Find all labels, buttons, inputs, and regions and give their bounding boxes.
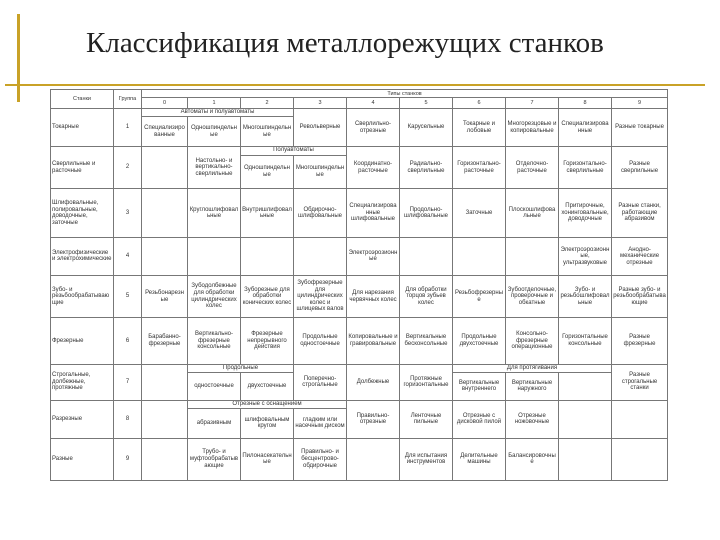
type-cell: Делительные машины <box>453 438 506 480</box>
type-cell: Анодно-механические отрезные <box>612 237 668 275</box>
type-cell: Пилонасекательные <box>241 438 294 480</box>
type-cell: Настольно- и вертикально-сверлильные <box>188 147 241 189</box>
type-cell: Обдирочно-шлифовальные <box>294 189 347 238</box>
row-group: 7 <box>114 364 142 400</box>
row-group: 1 <box>114 109 142 147</box>
row-group: 6 <box>114 318 142 364</box>
type-cell: Протяжные горизонтальные <box>400 364 453 400</box>
header-stanki: Станки <box>51 90 114 109</box>
type-cell-empty <box>188 237 241 275</box>
type-cell: двухстоечные <box>241 373 294 400</box>
type-cell: Отрезные ножовочные <box>506 400 559 438</box>
type-cell: Балансировочные <box>506 438 559 480</box>
row-name: Токарные <box>51 109 114 147</box>
type-cell: Продольные двухстоечные <box>453 318 506 364</box>
type-cell-empty <box>559 373 612 400</box>
row-name: Сверлильные и расточные <box>51 147 114 189</box>
type-cell: Многошпиндельные <box>294 155 347 189</box>
type-cell: Поперечно-строгальные <box>294 364 347 400</box>
type-cell: Для испытания инструментов <box>400 438 453 480</box>
type-cell-empty <box>294 237 347 275</box>
type-cell: Радиально-сверлильные <box>400 147 453 189</box>
type-cell: Фрезерные непрерывного действия <box>241 318 294 364</box>
type-cell-empty <box>612 400 668 438</box>
row-name: Строгальные, долбежные, протяжные <box>51 364 114 400</box>
type-cell-empty <box>142 400 188 438</box>
row-group: 5 <box>114 275 142 317</box>
span-label: Отрезные с оснащением <box>188 400 347 408</box>
type-cell: Электроэрозионные <box>347 237 400 275</box>
type-cell: Плоскошлифовальные <box>506 189 559 238</box>
type-cell: Разные фрезерные <box>612 318 668 364</box>
type-cell-empty <box>142 147 188 189</box>
type-cell: Зубоотделочные, проверочные и обкатные <box>506 275 559 317</box>
type-cell-empty <box>142 237 188 275</box>
type-number: 4 <box>347 98 400 109</box>
type-cell: Притирочные, хонинговальные, доводочные <box>559 189 612 238</box>
type-cell: Револьверные <box>294 109 347 147</box>
type-cell: Заточные <box>453 189 506 238</box>
type-cell: Зубофрезерные для цилиндрических колес и шлицевых валов <box>294 275 347 317</box>
type-cell: Правильно-отрезные <box>347 400 400 438</box>
type-cell-empty <box>453 237 506 275</box>
type-cell: Вертикальные бесконсольные <box>400 318 453 364</box>
type-cell: Зубодолбежные для обработки цилиндрических колес <box>188 275 241 317</box>
type-cell: Отрезные с дисковой пилой <box>453 400 506 438</box>
type-cell: Токарные и лобовые <box>453 109 506 147</box>
span-label: Для протягивания <box>453 364 612 372</box>
type-cell-empty <box>612 438 668 480</box>
type-cell-empty <box>142 364 188 400</box>
type-cell: Горизонтальные консольные <box>559 318 612 364</box>
type-number: 3 <box>294 98 347 109</box>
type-cell: Многошпиндельные <box>241 117 294 147</box>
type-cell: Вертикальные наружного <box>506 373 559 400</box>
row-name: Электрофизические и электрохимические <box>51 237 114 275</box>
row-group: 9 <box>114 438 142 480</box>
slide-title: Классификация металлорежущих станков <box>86 27 604 59</box>
type-cell: Специализированные шлифовальные <box>347 189 400 238</box>
type-number: 5 <box>400 98 453 109</box>
type-cell-empty <box>506 237 559 275</box>
type-cell: Разные токарные <box>612 109 668 147</box>
type-cell: Одношпиндельные <box>241 155 294 189</box>
type-cell: Правильно- и бесцентрово-обдирочные <box>294 438 347 480</box>
type-number: 6 <box>453 98 506 109</box>
type-cell: Многорезцовые и копировальные <box>506 109 559 147</box>
type-cell: Отделочно-расточные <box>506 147 559 189</box>
type-cell: Специализированные <box>142 117 188 147</box>
type-cell: Внутришлифовальные <box>241 189 294 238</box>
type-cell: Вертикальные внутреннего <box>453 373 506 400</box>
row-name: Зубо- и резьбообрабатывающие <box>51 275 114 317</box>
row-name: Шлифовальные, полировальные, доводочные, заточные <box>51 189 114 238</box>
type-cell-empty <box>400 237 453 275</box>
type-cell: Резьбонарезные <box>142 275 188 317</box>
type-number: 1 <box>188 98 241 109</box>
type-cell: Координатно-расточные <box>347 147 400 189</box>
type-cell: одностоечные <box>188 373 241 400</box>
type-cell: Горизонтально-расточные <box>453 147 506 189</box>
type-cell: Одношпиндельные <box>188 117 241 147</box>
accent-horizontal-line <box>5 84 705 86</box>
type-cell: Зуборезные для обработки конических колес <box>241 275 294 317</box>
row-name: Разные <box>51 438 114 480</box>
type-number: 8 <box>559 98 612 109</box>
type-cell: Резьбофрезерные <box>453 275 506 317</box>
type-cell: Карусельные <box>400 109 453 147</box>
type-cell: Трубо- и муфтообрабатывающие <box>188 438 241 480</box>
type-cell: Зубо- и резьбошлифовальные <box>559 275 612 317</box>
span-label: Продольные <box>188 364 294 372</box>
row-group: 8 <box>114 400 142 438</box>
type-cell-empty <box>559 400 612 438</box>
type-cell: Вертикально-фрезерные консольные <box>188 318 241 364</box>
machine-classification-table <box>50 89 667 481</box>
type-cell: Разные станки, работающие абразивом <box>612 189 668 238</box>
type-cell: Для обработки торцов зубьев колес <box>400 275 453 317</box>
row-group: 3 <box>114 189 142 238</box>
type-number: 7 <box>506 98 559 109</box>
row-group: 4 <box>114 237 142 275</box>
row-group: 2 <box>114 147 142 189</box>
type-cell: шлифовальным кругом <box>241 409 294 439</box>
type-cell-empty <box>347 438 400 480</box>
type-cell-empty <box>241 237 294 275</box>
type-cell: гладким или насечным диском <box>294 409 347 439</box>
span-label: Полуавтоматы <box>241 147 347 155</box>
type-cell: Консольно-фрезерные операционные <box>506 318 559 364</box>
type-cell: Круглошлифовальные <box>188 189 241 238</box>
type-cell: Разные зубо- и резьбообрабатывающие <box>612 275 668 317</box>
type-cell: Долбежные <box>347 364 400 400</box>
type-cell: Специализированные <box>559 109 612 147</box>
type-cell: Для нарезания червячных колес <box>347 275 400 317</box>
type-cell: Сверлильно-отрезные <box>347 109 400 147</box>
accent-vertical-line <box>17 14 20 102</box>
row-name: Разрезные <box>51 400 114 438</box>
type-cell: абразивным <box>188 409 241 439</box>
type-cell-empty <box>142 189 188 238</box>
type-cell: Горизонтально-сверлильные <box>559 147 612 189</box>
span-label: Автоматы и полуавтоматы <box>142 109 294 117</box>
type-cell: Ленточные пильные <box>400 400 453 438</box>
header-tipy: Типы станков <box>142 90 668 98</box>
type-number: 2 <box>241 98 294 109</box>
type-number: 9 <box>612 98 668 109</box>
type-cell: Электроэрозионные, ультразвуковые <box>559 237 612 275</box>
type-cell: Продольные одностоечные <box>294 318 347 364</box>
type-cell: Барабанно-фрезерные <box>142 318 188 364</box>
type-cell: Продольно-шлифовальные <box>400 189 453 238</box>
type-cell-empty <box>559 438 612 480</box>
type-number: 0 <box>142 98 188 109</box>
type-cell: Копировальные и гравировальные <box>347 318 400 364</box>
type-cell: Разные строгальные станки <box>612 364 668 400</box>
type-cell: Разные сверлильные <box>612 147 668 189</box>
header-gruppa: Группа <box>114 90 142 109</box>
type-cell-empty <box>142 438 188 480</box>
row-name: Фрезерные <box>51 318 114 364</box>
